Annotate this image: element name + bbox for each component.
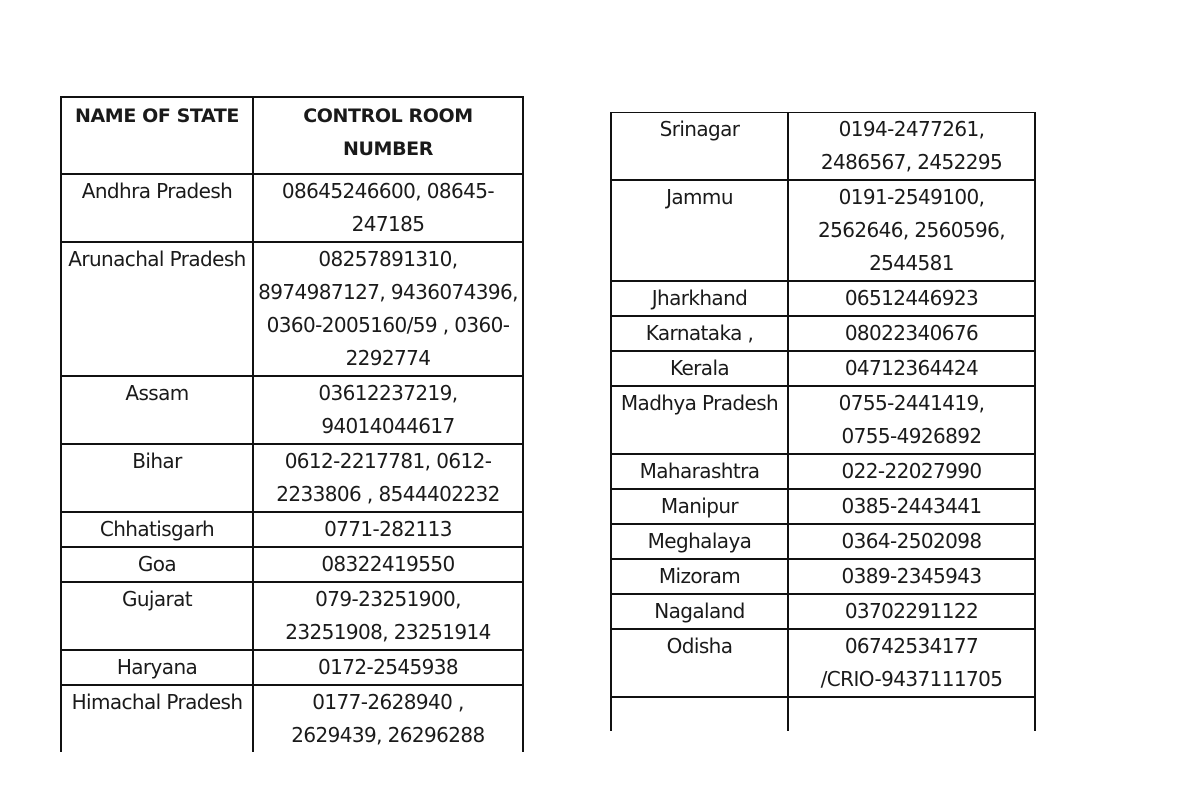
table-row — [611, 386, 1035, 454]
state-cell: Gujarat — [61, 582, 253, 650]
table-row — [61, 376, 523, 444]
state-cell: Andhra Pradesh — [61, 174, 253, 242]
table-row — [61, 512, 523, 547]
state-cell: Bihar — [61, 444, 253, 512]
state-cell: Kerala — [611, 351, 788, 386]
state-cell: Himachal Pradesh — [61, 685, 253, 752]
table-row — [61, 547, 523, 582]
table-header-row — [61, 97, 523, 174]
control-room-table-left — [60, 96, 524, 752]
table-row — [611, 180, 1035, 281]
number-cell: 0771-282113 — [253, 512, 523, 547]
number-cell: 0177-2628940 , 2629439, 26296288 — [253, 685, 523, 752]
state-cell: Mizoram — [611, 559, 788, 594]
number-cell: 0194-2477261, 2486567, 2452295 — [788, 113, 1035, 181]
header-state: NAME OF STATE — [61, 97, 253, 174]
state-cell: Jharkhand — [611, 281, 788, 316]
table-row — [61, 242, 523, 376]
empty-row — [611, 697, 1035, 731]
table-row — [61, 650, 523, 685]
state-cell: Haryana — [61, 650, 253, 685]
table-row — [611, 594, 1035, 629]
number-cell: 0385-2443441 — [788, 489, 1035, 524]
table-row — [611, 113, 1035, 181]
control-room-table-right — [610, 112, 1036, 731]
number-cell: 079-23251900, 23251908, 23251914 — [253, 582, 523, 650]
number-cell: 022-22027990 — [788, 454, 1035, 489]
number-cell: 06512446923 — [788, 281, 1035, 316]
state-cell: Odisha — [611, 629, 788, 697]
state-cell: Srinagar — [611, 113, 788, 181]
table-row — [611, 454, 1035, 489]
state-cell: Chhatisgarh — [61, 512, 253, 547]
number-cell: 08322419550 — [253, 547, 523, 582]
number-cell: 0172-2545938 — [253, 650, 523, 685]
number-cell: 08022340676 — [788, 316, 1035, 351]
number-cell: 03612237219, 94014044617 — [253, 376, 523, 444]
table-row — [611, 559, 1035, 594]
number-cell: 04712364424 — [788, 351, 1035, 386]
table-row — [61, 174, 523, 242]
number-cell: 06742534177 /CRIO-9437111705 — [788, 629, 1035, 697]
table-row — [611, 629, 1035, 697]
number-cell: 0755-2441419, 0755-4926892 — [788, 386, 1035, 454]
number-cell: 0364-2502098 — [788, 524, 1035, 559]
number-cell: 08257891310, 8974987127, 9436074396, 0360-2005160/59 , 0360-2292774 — [253, 242, 523, 376]
table-row — [61, 582, 523, 650]
state-cell: Nagaland — [611, 594, 788, 629]
table-row — [611, 281, 1035, 316]
state-cell: Jammu — [611, 180, 788, 281]
header-control-room-number: CONTROL ROOM NUMBER — [253, 97, 523, 174]
table-row — [61, 685, 523, 752]
empty-cell — [788, 697, 1035, 731]
table-row — [611, 524, 1035, 559]
state-cell: Madhya Pradesh — [611, 386, 788, 454]
state-cell: Maharashtra — [611, 454, 788, 489]
table-row — [611, 489, 1035, 524]
number-cell: 0389-2345943 — [788, 559, 1035, 594]
table-row — [611, 316, 1035, 351]
state-cell: Karnataka , — [611, 316, 788, 351]
number-cell: 0612-2217781, 0612-2233806 , 8544402232 — [253, 444, 523, 512]
state-cell: Goa — [61, 547, 253, 582]
table-row — [611, 351, 1035, 386]
state-cell: Meghalaya — [611, 524, 788, 559]
number-cell: 08645246600, 08645-247185 — [253, 174, 523, 242]
state-cell: Assam — [61, 376, 253, 444]
table-row — [61, 444, 523, 512]
state-cell: Arunachal Pradesh — [61, 242, 253, 376]
state-cell: Manipur — [611, 489, 788, 524]
number-cell: 0191-2549100, 2562646, 2560596, 2544581 — [788, 180, 1035, 281]
number-cell: 03702291122 — [788, 594, 1035, 629]
empty-cell — [611, 697, 788, 731]
